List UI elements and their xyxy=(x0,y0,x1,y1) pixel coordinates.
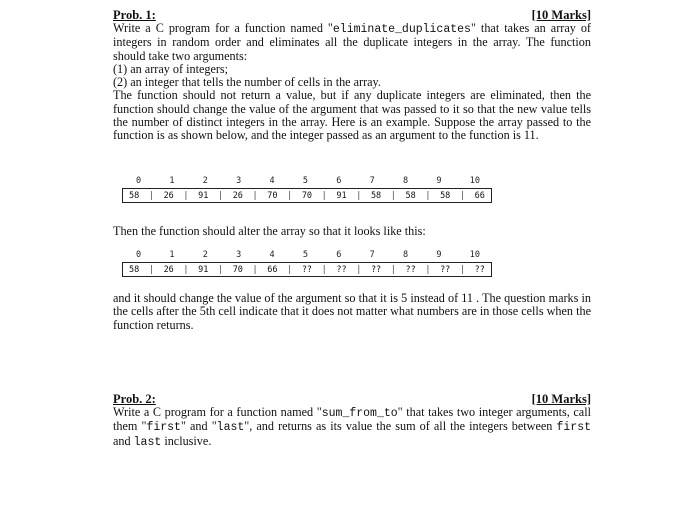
prob2-t6: inclusive. xyxy=(161,433,212,448)
prob1-intro xyxy=(113,22,591,63)
array1-index: 2 xyxy=(202,176,208,186)
prob2-heading xyxy=(113,392,591,406)
array1-cells xyxy=(122,188,492,203)
array1-index: 3 xyxy=(236,176,242,186)
array-cell-divider: | xyxy=(425,190,431,201)
prob2-last: last xyxy=(216,421,245,435)
array2-index: 5 xyxy=(302,250,308,260)
array1-cell-value: 91 xyxy=(336,190,347,201)
array1-cell-value: 66 xyxy=(474,190,485,201)
array1-index: 4 xyxy=(269,176,275,186)
array1-index: 1 xyxy=(169,176,175,186)
prob1-intro-post: " that takes an array of integers in random order and eliminates all the duplicate integers in the array. The function should take two arguments: xyxy=(113,21,591,63)
prob1-intro-pre: Write a C program for a function named " xyxy=(113,21,333,35)
array-cell-divider: | xyxy=(148,190,154,201)
array2-cell-value: ?? xyxy=(301,264,313,275)
array2-cell-value: ?? xyxy=(440,264,451,275)
array2-index: 9 xyxy=(436,250,442,260)
prob2-body xyxy=(113,406,591,449)
prob2-t2: " that takes two integer arguments, call them " xyxy=(113,405,591,434)
array2-index: 8 xyxy=(403,250,409,260)
array-cell-divider: | xyxy=(459,190,466,201)
array2-index: 10 xyxy=(469,250,480,260)
array1-cell-value: 26 xyxy=(163,190,174,201)
array1-cell-value: 26 xyxy=(232,190,243,201)
array1-index: 0 xyxy=(136,176,142,186)
array2-index: 3 xyxy=(236,250,242,260)
array-cell-divider: | xyxy=(252,264,258,275)
prob1-section xyxy=(113,8,591,143)
array2-cell-value: ?? xyxy=(474,264,485,275)
array2-cell-value: ?? xyxy=(370,264,382,275)
prob2-first: first xyxy=(146,421,181,435)
array-cell-divider: | xyxy=(321,190,327,201)
prob2-t1: Write a C program for a function named " xyxy=(113,405,322,419)
prob1-body xyxy=(113,22,591,143)
prob2-last2: last xyxy=(133,435,162,449)
array-example-before xyxy=(122,176,492,203)
array2-cell-value: 58 xyxy=(129,264,140,275)
prob1-para3: and it should change the value of the argument so that it is 5 instead of 11 . The question marks in the cells after the 5th cell indicate that it does not matter what numbers are in those cells when the function returns. xyxy=(113,291,591,332)
array-cell-divider: | xyxy=(148,264,154,275)
array-cell-divider: | xyxy=(183,190,189,201)
array2-cells xyxy=(122,262,492,277)
array-cell-divider: | xyxy=(356,264,362,275)
array1-cell-value: 58 xyxy=(405,190,416,201)
array-cell-divider: | xyxy=(217,190,224,201)
array2-cell-value: 70 xyxy=(232,264,243,275)
array2-cell-value: 91 xyxy=(198,264,209,275)
array2-index: 2 xyxy=(202,250,208,260)
prob1-func-name: eliminate_duplicates xyxy=(332,23,471,36)
prob2-section xyxy=(113,392,591,449)
array-cell-divider: | xyxy=(390,264,396,275)
array1-index: 5 xyxy=(302,176,308,186)
prob1-arg2: (2) an integer that tells the number of cells in the array. xyxy=(113,75,381,90)
array-cell-divider: | xyxy=(183,264,189,275)
prob2-t3: " and " xyxy=(180,419,217,434)
prob1-para2: The function should not return a value, but if any duplicate integers are eliminated, then the function should change the value of the argument that was passed to it so that the new value tells the number of distinct integers in the array. Here is an example. Suppose the array passed to the function is as shown below, and the integer passed as an argument to the function is 11. xyxy=(113,88,591,143)
array2-index: 1 xyxy=(169,250,175,260)
array1-index: 6 xyxy=(336,176,342,186)
array2-cell-value: 26 xyxy=(163,264,174,275)
array1-index: 7 xyxy=(369,176,375,186)
array2-index: 6 xyxy=(336,250,342,260)
prob1-heading xyxy=(113,8,591,22)
array1-cell-value: 70 xyxy=(301,190,313,201)
array-cell-divider: | xyxy=(252,190,258,201)
array2-indices xyxy=(122,250,492,260)
prob2-first2: first xyxy=(556,421,591,435)
prob2-t5: and xyxy=(113,433,134,448)
array1-index: 8 xyxy=(403,176,409,186)
prob1-arg1: (1) an array of integers; xyxy=(113,61,229,76)
array2-cell-value: ?? xyxy=(405,264,416,275)
array2-index: 7 xyxy=(369,250,375,260)
array1-cell-value: 70 xyxy=(267,190,278,201)
prob1-title: Prob. 1: xyxy=(113,8,156,22)
prob2-title: Prob. 2: xyxy=(113,392,156,406)
array-cell-divider: | xyxy=(217,264,224,275)
array1-index: 9 xyxy=(436,176,442,186)
array-cell-divider: | xyxy=(321,264,327,275)
array2-cell-value: ?? xyxy=(336,264,347,275)
array-cell-divider: | xyxy=(459,264,466,275)
array-cell-divider: | xyxy=(287,264,293,275)
array1-cell-value: 91 xyxy=(198,190,209,201)
array2-index: 4 xyxy=(269,250,275,260)
prob2-text xyxy=(113,406,591,449)
array1-cell-value: 58 xyxy=(370,190,382,201)
array-example-after xyxy=(122,250,492,277)
array-cell-divider: | xyxy=(287,190,293,201)
array1-index: 10 xyxy=(469,176,480,186)
prob2-t4: ", and returns as its value the sum of all the integers between xyxy=(244,419,557,434)
array2-cell-value: 66 xyxy=(267,264,278,275)
array-cell-divider: | xyxy=(390,190,396,201)
array1-cell-value: 58 xyxy=(440,190,451,201)
prob2-marks: [10 Marks] xyxy=(531,392,591,406)
array2-index: 0 xyxy=(136,250,142,260)
then-text: Then the function should alter the array so that it looks like this: xyxy=(113,224,426,238)
prob1-marks: [10 Marks] xyxy=(531,8,591,22)
array1-cell-value: 58 xyxy=(129,190,140,201)
array-cell-divider: | xyxy=(356,190,362,201)
array1-indices xyxy=(122,176,492,186)
array-cell-divider: | xyxy=(425,264,431,275)
prob2-func-name: sum_from_to xyxy=(321,407,398,420)
